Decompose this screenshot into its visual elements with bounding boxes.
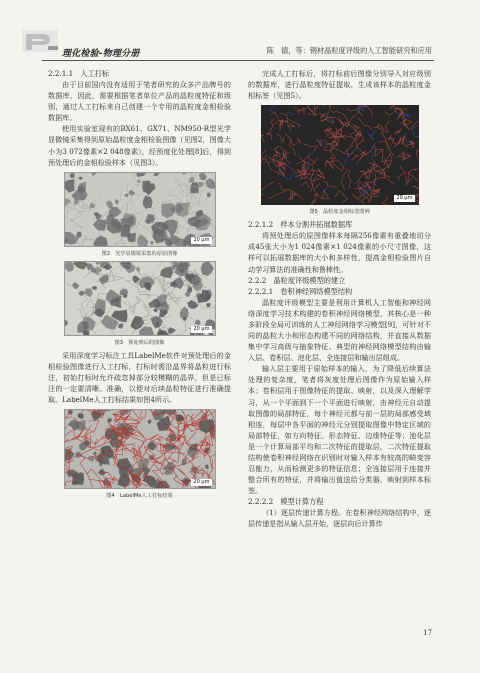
section-heading-2211: 2.2.1.1 人工打标 bbox=[48, 69, 110, 78]
left-paragraph-1: 由于目前国内没有适用于笔者研究的众多产品牌号的数据库，因此，需要根据笔者单位产品的晶粒度特征和级别，通过人工打标来自己创建一个专用的晶粒度金相检验数据库。 bbox=[48, 80, 231, 123]
left-paragraph-3: 采用深度学习标注工具LabelMe软件对预处理后的金相检验图像进行人工打标，打标时需沿晶界将晶粒进行标注，初始打标时允许疏忽掉部分较模糊的晶界，但是已标注的一定要清晰、准确，以便对后续晶粒特征进行准确提取。LabelMe人工打标结果如图4所示。 bbox=[48, 350, 231, 405]
journal-logo-icon bbox=[22, 30, 58, 52]
section-heading-2222: 2.2.2.2 模型计算方程 bbox=[248, 497, 324, 507]
left-paragraph-2: 使用实验室现有的BX61、GX71、NM950-R型光学显微镜采集得到原始晶粒度金相检验图像（见图2，图像大小为3 072像素×2 048像素），经预度化处理[8]后，得到预处理后的金相检验样本（见图3）。 bbox=[48, 124, 231, 167]
scale-bar-label: 20 μm bbox=[193, 325, 210, 332]
right-paragraph-3: 晶粒度评级模型主要是利用计算机人工智能和神经网络深度学习技术构建的卷积神经网络模型，其核心是一种多阶段全局可训练的人工神经网络学习模型[9]，可针对不同的晶粒大小和形态构建不同的网络结构，并直接从数据集中学习高级与抽象特征。典型的神经网络模型结构由输入层、卷积层、池化层、全连接层和输出层组成。 bbox=[248, 297, 431, 363]
figure-3-image bbox=[64, 261, 216, 336]
right-paragraph-2: 将预处理后的原图像样本每隔256像素有重叠地切分成45张大小为1 024像素×1 024像素的小尺寸图像，这样可以拓展数据库的大小和多样性，提高金相检验图片自动学习算法的准确性和鲁棒性。 bbox=[248, 231, 431, 274]
scale-bar-label: 20 μm bbox=[193, 236, 210, 243]
figure-5-image bbox=[261, 105, 419, 205]
figure-5-caption: 图5 晶粒度金相标签图例 bbox=[309, 209, 370, 216]
right-paragraph-1: 完成人工打标后，将打标前后图像分别导入对应级别的数据库，进行晶粒度特征提取，生成该样本的晶粒度金相标签（见图5）。 bbox=[248, 69, 431, 101]
right-column bbox=[248, 68, 431, 530]
right-paragraph-4: 输入层主要用于原始样本的输入，为了降低后续算法处理的复杂度，笔者将灰度处理后图像作为原始输入样本；卷积层用于图像特征的提取、映射，以及深入理解学习，从一个平面到下一个平面进行映射，由神经元自动提取图像的局部特征，每个神经元都与前一层的局部感受域相连，每层中各平面的神经元分别提取图像中特定区域的局部特征，如方向特征、形态特征、边缘特征等；池化层是一个计算局部平均和二次特征的提取层，二次特征提取结构使卷积神经网络在识别时对输入样本有较高的畸变容忍能力，从而检测更多的特征信息；全连接层用于连接并整合所有的特征，并将输出值送给分类器，映射到样本标签。 bbox=[248, 364, 431, 496]
page-number: 17 bbox=[423, 629, 432, 637]
left-column bbox=[48, 68, 231, 503]
figure-2-image bbox=[64, 172, 216, 247]
scale-bar-label: 20 μm bbox=[193, 479, 210, 486]
header-rule bbox=[42, 60, 434, 61]
journal-title: 理化检验-物理分册 bbox=[62, 49, 140, 59]
running-head: 陈 德，等：钢材晶粒度评级的人工智能研究和应用 bbox=[266, 46, 432, 55]
right-paragraph-5: （1）逐层传递计算方程。在卷积神经网络结构中，逐层传递是指从输入层开始，逐层向后计算传 bbox=[248, 508, 431, 529]
figure-4-image bbox=[64, 409, 216, 489]
figure-3-caption: 图3 预处理后的图像 bbox=[114, 339, 165, 346]
section-heading-2221: 2.2.2.1 卷积神经网络模型结构 bbox=[248, 286, 353, 296]
figure-4-caption: 图4 LabelMe人工打标结果 bbox=[106, 493, 173, 500]
figure-2-caption: 图2 光学显微镜采集的原始图像 bbox=[101, 250, 178, 257]
section-heading-222: 2.2.2 晶粒度评级模型的建立 bbox=[248, 275, 346, 285]
scale-bar-label: 20 μm bbox=[396, 195, 413, 202]
section-heading-2212: 2.2.1.2 样本分割并拓展数据库 bbox=[248, 220, 353, 230]
